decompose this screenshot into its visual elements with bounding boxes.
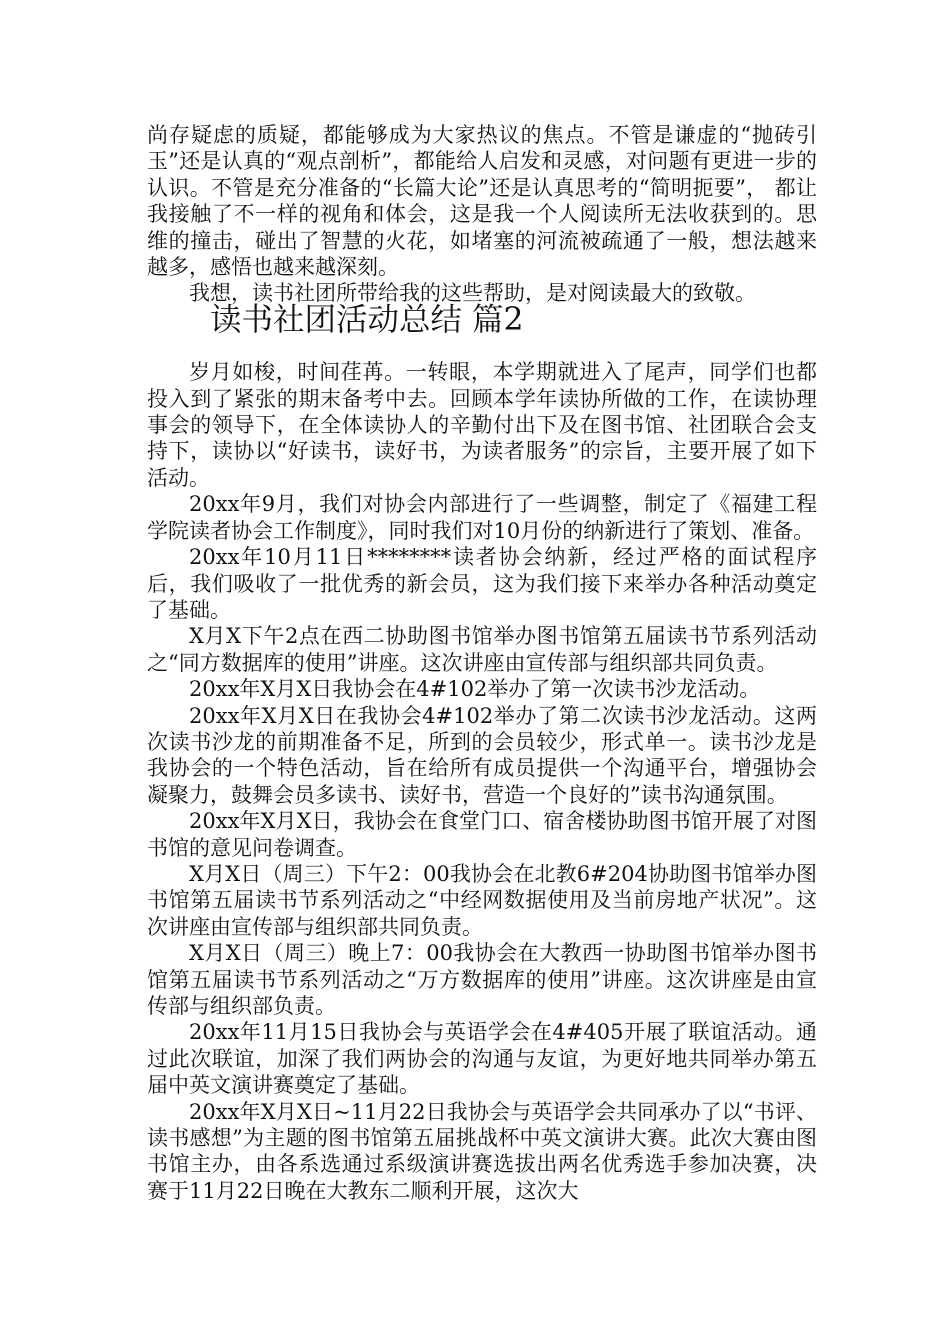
paragraph-intro: 岁月如梭，时间荏苒。一转眼，本学期就进入了尾声，同学们也都投入到了紧张的期末备考中去。回顾本学年读协所做的工作，在读协理事会的领导下，在全体读协人的辛勤付出下及在图书馆、社团联合会支持下，读协以“好读书，读好书，为读者服务”的宗旨，主要开展了如下活动。 bbox=[147, 360, 817, 490]
paragraph-continued: 尚存疑虑的质疑，都能够成为大家热议的焦点。不管是谦虚的“抛砖引玉”还是认真的“观点剖析”，都能给人启发和灵感，对问题有更进一步的认识。不管是充分准备的“长篇大论”还是认真思考的“简明扼要”， 都让我接触了不一样的视角和体会，这是我一个人阅读所无法收获到的。思维的撞击，碰出了智慧的火花，如堵塞的河流被疏通了一般，想法越来越多，感悟也越来越深刻。 bbox=[147, 123, 817, 280]
paragraph-lecture-tongfang: X月X下午2点在西二协助图书馆举办图书馆第五届读书节系列活动之“同方数据库的使用”讲座。这次讲座由宣传部与组织部共同负责。 bbox=[147, 624, 817, 675]
paragraph-lecture-cei: X月X日（周三）下午2：00我协会在北教6#204协助图书馆举办图书馆第五届读书节系列活动之“中经网数据使用及当前房地产状况”。这次讲座由宣传部与组织部共同负责。 bbox=[147, 861, 817, 939]
paragraph-september: 20xx年9月，我们对协会内部进行了一些调整，制定了《福建工程学院读者协会工作制度》，同时我们对10月份的纳新进行了策划、准备。 bbox=[147, 492, 817, 543]
section-heading: 读书社团活动总结 篇2 bbox=[210, 301, 524, 338]
document-page bbox=[147, 122, 817, 1204]
paragraph-lecture-wanfang: X月X日（周三）晚上7：00我协会在大教西一协助图书馆举办图书馆第五届读书节系列活动之“万方数据库的使用”讲座。这次讲座是由宣传部与组织部负责。 bbox=[147, 941, 817, 1018]
paragraph-recruitment: 20xx年10月11日********读者协会纳新，经过严格的面试程序后，我们吸收了一批优秀的新会员，这为我们接下来举办各种活动奠定了基础。 bbox=[147, 545, 817, 622]
paragraph-salon-second: 20xx年X月X日在我协会4#102举办了第二次读书沙龙活动。这两次读书沙龙的前期准备不足，所到的会员较少，形式单一。读书沙龙是我协会的一个特色活动，旨在给所有成员提供一个沟通平台，增强协会凝聚力，鼓舞会员多读书、读好书，营造一个良好的”读书沟通氛围。 bbox=[147, 703, 817, 807]
paragraph-salon-first: 20xx年X月X日我协会在4#102举办了第一次读书沙龙活动。 bbox=[189, 677, 761, 702]
paragraph-survey: 20xx年X月X日，我协会在食堂门口、宿舍楼协助图书馆开展了对图书馆的意见问卷调查。 bbox=[147, 809, 817, 860]
paragraph-closing-thought: 我想，读书社团所带给我的这些帮助，是对阅读最大的致敬。 bbox=[189, 281, 756, 306]
paragraph-social-event: 20xx年11月15日我协会与英语学会在4#405开展了联谊活动。通过此次联谊，加深了我们两协会的沟通与友谊，为更好地共同举办第五届中英文演讲赛奠定了基础。 bbox=[147, 1020, 817, 1098]
paragraph-speech-contest: 20xx年X月X日~11月22日我协会与英语学会共同承办了以“书评、读书感想”为主题的图书馆第五届挑战杯中英文演讲大赛。此次大赛由图书馆主办，由各系选通过系级演讲赛选拔出两名优秀选手参加决赛，决赛于11月22日晚在大教东二顺利开展，这次大 bbox=[147, 1099, 817, 1203]
